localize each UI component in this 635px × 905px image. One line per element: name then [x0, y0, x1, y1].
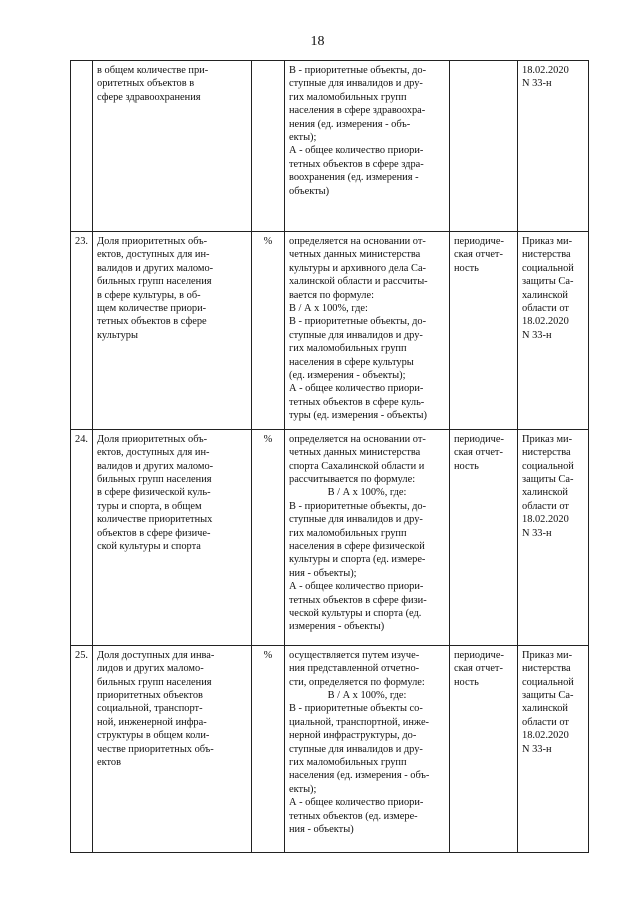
calculation-method	[285, 232, 450, 430]
indicator-name: в общем количестве при- оритетных объектов в сфере здравоохранения	[93, 61, 252, 232]
unit: %	[252, 232, 285, 430]
unit: %	[252, 429, 285, 645]
formula: В / А х 100%, где:	[327, 487, 407, 499]
method-text: В - приоритетные объекты, до- ступные для инвалидов и дру- гих маломобильных групп населения в сфере здравоохра- нения (ед. измерения - объ- екты); А - общее количество приори- тетных объектов в сфере здра- воохранения (ед. измерения - объекты)	[289, 65, 427, 197]
calculation-method	[285, 61, 450, 232]
page-number: 18	[310, 34, 325, 49]
method-text: В - приоритетные объекты, до- ступные для инвалидов и дру- гих маломобильных групп населения в сфере культуры (ед. измерения - объекты); А - общее количество приори- тетных объектов в сфере куль- туры (ед. измерения - объекты)	[289, 316, 427, 422]
calculation-method	[285, 645, 450, 852]
indicator-name: Доля доступных для инва- лидов и других маломо- бильных групп населения приоритетных объектов социальной, транспорт- ной, инженерной инфра- структуры в общем коли- честве приоритетных объ- ектов	[93, 645, 252, 852]
method-text: осуществляется путем изуче- ния представленной отчетно- сти, определяется по формуле:	[289, 649, 425, 688]
row-number: 23.	[71, 232, 93, 430]
data-source	[450, 61, 518, 232]
table-row	[71, 61, 589, 232]
method-text: В - приоритетные объекты со- циальной, транспортной, инже- нерной инфраструктуры, до- ступные для инвалидов и дру- гих маломобильных групп населения (ед. измерения - объ- екты); А - общее количество приори- тетных объектов (ед. измере- ния - объекты)	[289, 703, 430, 835]
table-row	[71, 645, 589, 852]
method-text: определяется на основании от- четных данных министерства спорта Сахалинской области и рассчитывается по формуле:	[289, 433, 426, 485]
legal-document: Приказ ми- нистерства социальной защиты Са- халинской области от 18.02.2020 N 33-н	[518, 429, 589, 645]
data-source: периодиче- ская отчет- ность	[450, 645, 518, 852]
indicator-name: Доля приоритетных объ- ектов, доступных для ин- валидов и других маломо- бильных групп населения в сфере физической куль- туры и спорта, в общем количестве приоритетных объектов в сфере физиче- ской культуры и спорта	[93, 429, 252, 645]
row-number	[71, 61, 93, 232]
method-text: определяется на основании от- четных данных министерства культуры и архивного дела Са- халинской области и рассчиты- вается по формуле: В / А х 100%, где:	[289, 236, 428, 315]
legal-document: 18.02.2020 N 33-н	[518, 61, 589, 232]
table-row	[71, 232, 589, 430]
indicators-table	[70, 60, 589, 853]
legal-document: Приказ ми- нистерства социальной защиты Са- халинской области от 18.02.2020 N 33-н	[518, 232, 589, 430]
row-number: 25.	[71, 645, 93, 852]
formula: В / А х 100%, где:	[327, 689, 407, 701]
unit: %	[252, 645, 285, 852]
data-source: периодиче- ская отчет- ность	[450, 232, 518, 430]
calculation-method	[285, 429, 450, 645]
unit	[252, 61, 285, 232]
table-row	[71, 429, 589, 645]
row-number: 24.	[71, 429, 93, 645]
data-source: периодиче- ская отчет- ность	[450, 429, 518, 645]
method-text: В - приоритетные объекты, до- ступные для инвалидов и дру- гих маломобильных групп населения в сфере физической культуры и спорта (ед. измере- ния - объекты); А - общее количество приори- тетных объектов в сфере физи- ческой культуры и спорта (ед. измерения - объекты)	[289, 500, 427, 633]
indicator-name: Доля приоритетных объ- ектов, доступных для ин- валидов и других маломо- бильных групп населения в сфере культуры, в об- щем количестве приори- тетных объектов в сфере культуры	[93, 232, 252, 430]
legal-document: Приказ ми- нистерства социальной защиты Са- халинской области от 18.02.2020 N 33-н	[518, 645, 589, 852]
